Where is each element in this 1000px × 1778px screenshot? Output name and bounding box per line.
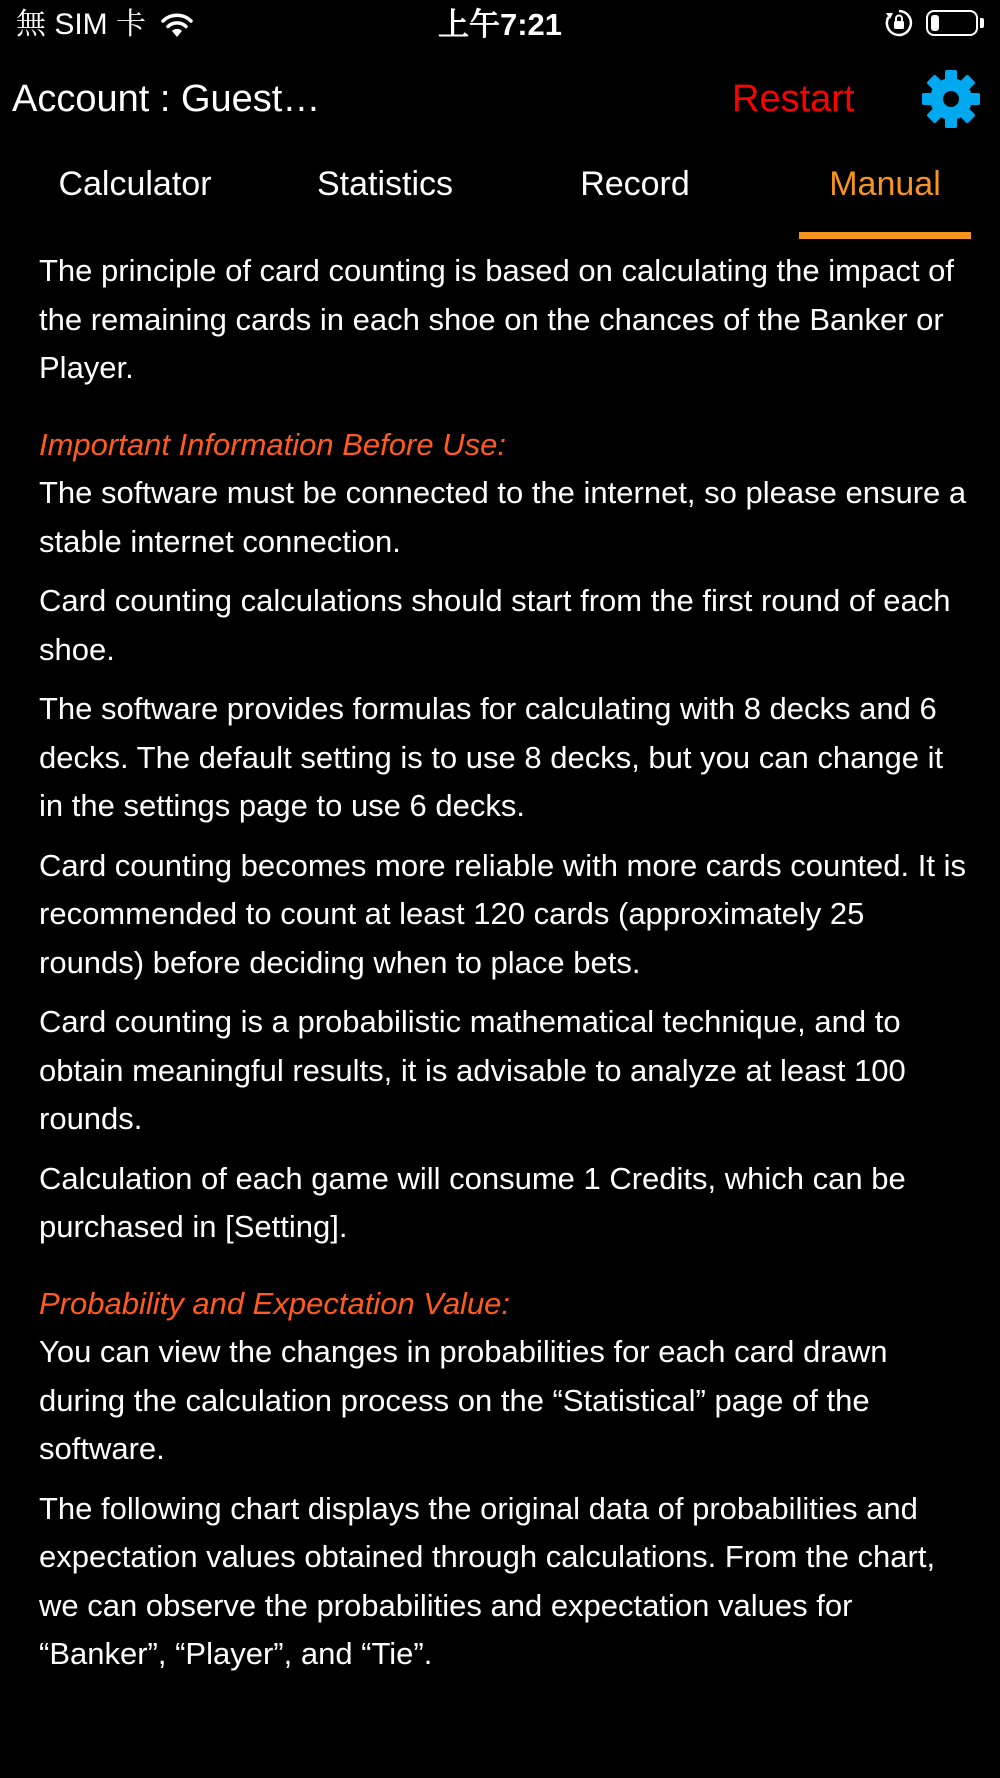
active-tab-indicator bbox=[799, 232, 971, 239]
tab-bar bbox=[0, 150, 1000, 240]
tab-calculator[interactable]: Calculator bbox=[58, 165, 212, 203]
paragraph: The software provides formulas for calculating with 8 decks and 6 decks. The default setting is to use 8 decks, but you can change it in the settings page to use 6 decks. bbox=[39, 691, 944, 823]
paragraph: The software must be connected to the internet, so please ensure a stable internet connection. bbox=[39, 475, 967, 559]
section-heading-probability: Probability and Expectation Value: bbox=[39, 1285, 511, 1321]
section-heading-important: Important Information Before Use: bbox=[39, 426, 506, 462]
tab-record[interactable]: Record bbox=[580, 165, 690, 203]
restart-button[interactable]: Restart bbox=[732, 78, 855, 120]
paragraph: Card counting is a probabilistic mathematical technique, and to obtain meaningful results, it is advisable to analyze at least 100 rounds. bbox=[39, 1004, 906, 1136]
carrier-label: 無 SIM 卡 bbox=[16, 8, 147, 41]
app-header bbox=[0, 60, 1000, 140]
status-right bbox=[884, 8, 984, 38]
status-bar bbox=[0, 0, 1000, 50]
paragraph: The following chart displays the original data of probabilities and expectation values obtained through calculations. From the chart, we can observe the probabilities and expectation values for “Banker”, “Player”, and “Tie”. bbox=[39, 1490, 936, 1671]
gear-icon[interactable] bbox=[920, 68, 982, 130]
battery-level bbox=[931, 15, 939, 31]
manual-content bbox=[39, 247, 969, 1690]
account-label[interactable]: Account : Guest… bbox=[12, 78, 321, 120]
orientation-lock-icon bbox=[884, 8, 914, 38]
status-time: 上午7:21 bbox=[437, 7, 563, 42]
paragraph: Card counting becomes more reliable with more cards counted. It is recommended to count at least 120 cards (approximately 25 rounds) before deciding when to place bets. bbox=[39, 847, 966, 980]
tab-manual[interactable]: Manual bbox=[829, 165, 941, 203]
tab-statistics[interactable]: Statistics bbox=[316, 165, 454, 203]
paragraph: You can view the changes in probabilities for each card drawn during the calculation process on the “Statistical” page of the software. bbox=[39, 1334, 888, 1466]
paragraph: Card counting calculations should start from the first round of each shoe. bbox=[39, 583, 951, 667]
battery-nub bbox=[980, 18, 984, 28]
intro-paragraph: The principle of card counting is based on calculating the impact of the remaining cards in each shoe on the chances of the Banker or Player. bbox=[39, 253, 955, 385]
paragraph: Calculation of each game will consume 1 Credits, which can be purchased in [Setting]. bbox=[39, 1160, 906, 1244]
battery-icon bbox=[926, 10, 978, 36]
